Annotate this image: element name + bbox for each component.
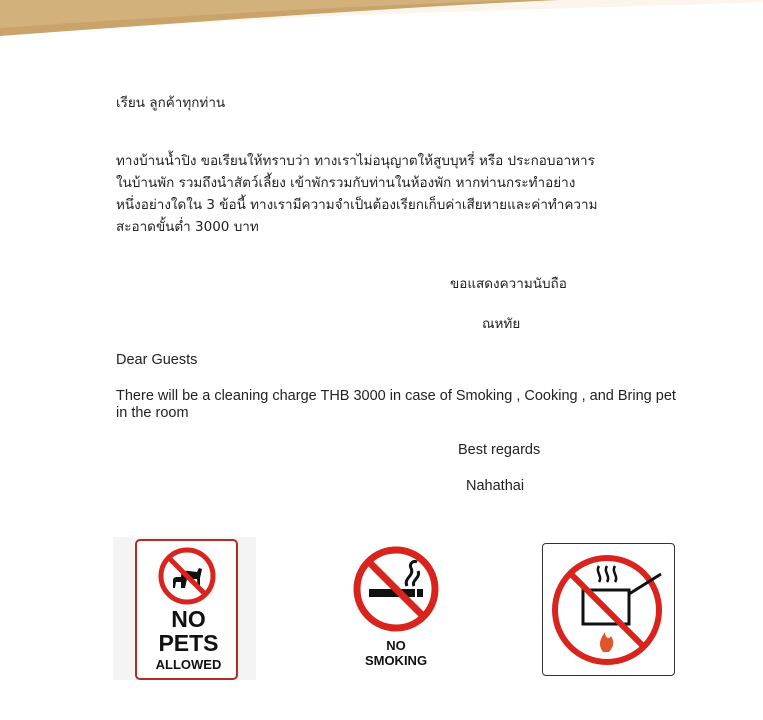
no-smoking-line1: NO (386, 638, 406, 653)
thai-body-line: ทางบ้านน้ำปิง ขอเรียนให้ทราบว่า ทางเราไม่อนุญาตให้สูบบุหรี่ หรือ ประกอบอาหาร (116, 153, 595, 169)
thai-body-line: ในบ้านพัก รวมถึงนำสัตว์เลี้ยง เข้าพักรวมกับท่านในห้องพัก หากท่านกระทำอย่าง (116, 175, 576, 191)
no-pets-line3: ALLOWED (155, 657, 222, 672)
english-regards: Best regards (458, 442, 541, 458)
thai-salutation: เรียน ลูกค้าทุกท่าน (116, 95, 226, 111)
no-cooking-sign (542, 543, 675, 676)
english-signature: Nahathai (466, 478, 525, 494)
header-swoosh-decoration (0, 0, 763, 40)
thai-signature: ณหทัย (482, 316, 521, 332)
no-smoking-sign (344, 543, 448, 675)
english-salutation: Dear Guests (116, 352, 198, 368)
no-pets-icon (157, 546, 217, 606)
no-smoking-line2: SMOKING (364, 653, 428, 668)
thai-body (116, 150, 656, 238)
no-pets-sign-frame (135, 539, 238, 680)
no-pets-line2: PETS (158, 630, 219, 656)
no-smoking-icon (351, 544, 441, 634)
english-body: There will be a cleaning charge THB 3000 in case of Smoking , Cooking , and Bring pet in the room (116, 388, 676, 421)
no-pets-sign (113, 537, 256, 680)
thai-regards: ขอแสดงความนับถือ (450, 276, 567, 292)
no-pets-line1: NO (171, 606, 206, 632)
thai-body-line: สะอาดขั้นต่ำ 3000 บาท (116, 219, 259, 235)
thai-body-line: หนึ่งอย่างใดใน 3 ข้อนี้ ทางเรามีความจำเป็นต้องเรียกเก็บค่าเสียหายและค่าทำความ (116, 197, 598, 213)
no-cooking-icon (543, 544, 674, 675)
